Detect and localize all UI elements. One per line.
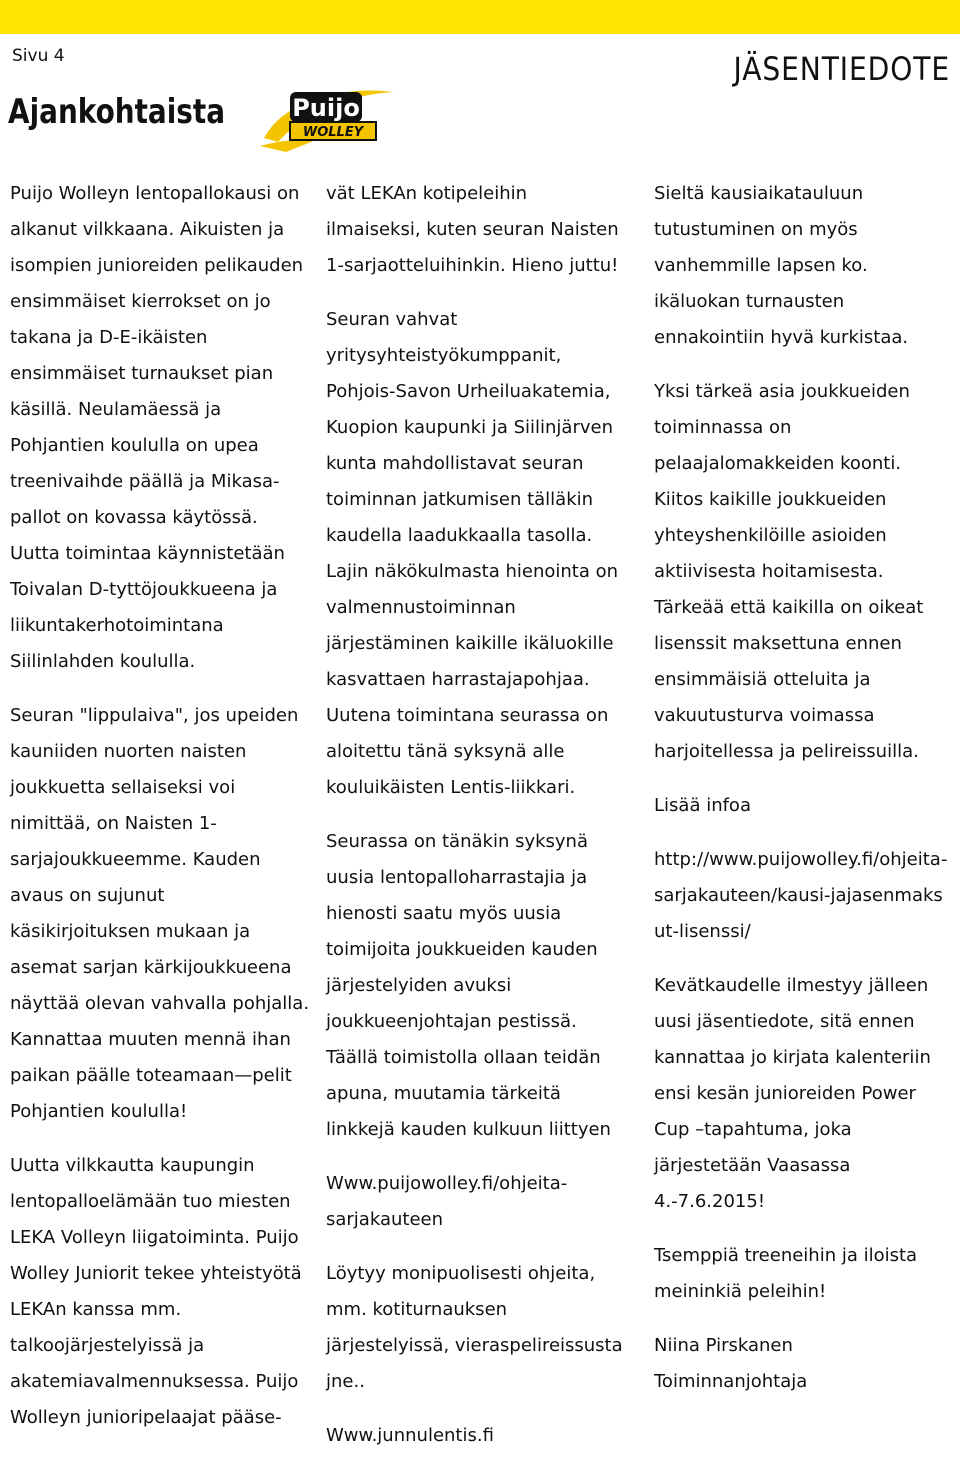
paragraph: Seuran vahvat yritysyhteistyökumppanit, Pohjois-Savon Urheiluakatemia, Kuopion kaupunki ja Siilinjärven kunta mahdollistavat seuran toiminnan jatkumisen tälläkin kaudella laadukkaalla tasolla. Lajin näkökulmasta hienointa on valmennustoiminnan järjestäminen kaikille ikäluokille kasvattaen harrastajapohjaa. Uutena toimintana seurassa on aloitettu tänä syksynä alle kouluikäisten Lentis-liikkari.: [326, 309, 618, 798]
puijo-wolley-logo: [256, 80, 396, 160]
paragraph: Sieltä kausiaikatauluun tutustuminen on myös vanhemmille lapsen ko. ikäluokan turnausten ennakointiin hyvä kurkistaa.: [654, 183, 909, 348]
paragraph: vät LEKAn kotipeleihin ilmaiseksi, kuten seuran Naisten 1-sarjaotteluihinkin. Hieno juttu!: [326, 183, 619, 276]
paragraph: Uutta vilkkautta kaupungin lentopalloelämään tuo miesten LEKA Volleyn liigatoiminta. Puijo Wolley Juniorit tekee yhteistyötä LEKAn kanssa mm. talkoojärjestelyissä ja akatemiavalmennuksessa. Puijo Wolleyn junioripelaajat pääse-: [10, 1155, 302, 1428]
page-number: Sivu 4: [12, 46, 65, 66]
newsletter-title: JÄSENTIEDOTE: [733, 50, 950, 88]
article-column-middle: [326, 176, 626, 1472]
paragraph: Löytyy monipuolisesti ohjeita, mm. kotiturnauksen järjestelyissä, vieraspelireissusta jne..: [326, 1263, 623, 1392]
paragraph: Puijo Wolleyn lentopallokausi on alkanut vilkkaana. Aikuisten ja isompien junioreiden pelikauden ensimmäiset kierrokset on jo takana ja D-E-ikäisten ensimmäiset turnaukset pian käsillä. Neulamäessä ja Pohjantien koululla on upea treenivaihde päällä ja Mikasa-pallot on kovassa käytössä. Uutta toimintaa käynnistetään Toivalan D-tyttöjoukkueena ja liikuntakerhotoimintana Siilinlahden koululla.: [10, 183, 304, 672]
section-title: Ajankohtaista: [8, 92, 226, 132]
paragraph: Yksi tärkeä asia joukkueiden toiminnassa on pelaajalomakkeiden koonti. Kiitos kaikille joukkueiden yhteyshenkilöille asioiden aktiivisesta hoitamisesta. Tärkeää että kaikilla on oikeat lisenssit maksettuna ennen ensimmäisiä otteluita ja vakuutusturva voimassa harjoitellessa ja pelireissuilla.: [654, 381, 924, 762]
paragraph: Seuran "lippulaiva", jos upeiden kauniiden nuorten naisten joukkuetta sellaiseksi voi nimittää, on Naisten 1-sarjajoukkueemme. Kauden avaus on sujunut käsikirjoituksen mukaan ja asemat sarjan kärkijoukkueena näyttää olevan vahvalla pohjalla. Kannattaa muuten mennä ihan paikan päälle toteamaan—pelit Pohjantien koululla!: [10, 705, 310, 1122]
link-kausi-ja-jasenmaksut: http://www.puijowolley.fi/ohjeita-sarjakauteen/kausi-jajasenmaksut-lisenssi/: [654, 849, 948, 942]
header-band: [0, 0, 960, 34]
link-ohjeita-sarjakauteen: Www.puijowolley.fi/ohjeita- sarjakauteen: [326, 1173, 568, 1230]
signature-title: Toiminnanjohtaja: [654, 1371, 808, 1392]
article-column-left: [10, 176, 310, 1454]
paragraph: Tsemppiä treeneihin ja iloista meininkiä peleihin!: [654, 1245, 918, 1302]
svg-text:Puijo: Puijo: [292, 94, 360, 122]
link-junnulentis: Www.junnulentis.fi: [326, 1425, 494, 1446]
paragraph: Seurassa on tänäkin syksynä uusia lentopalloharrastajia ja hienosti saatu myös uusia toimijoita joukkueiden kauden järjestelyiden avuksi joukkueenjohtajan pestissä. Täällä toimistolla ollaan teidän apuna, muutamia tärkeitä linkkejä kauden kulkuun liittyen: [326, 831, 611, 1140]
info-heading: Lisää infoa: [654, 795, 751, 816]
svg-text:WOLLEY: WOLLEY: [302, 125, 364, 140]
article-column-right: [654, 176, 950, 1400]
paragraph: Kevätkaudelle ilmestyy jälleen uusi jäsentiedote, sitä ennen kannattaa jo kirjata kalenteriin ensi kesän junioreiden Power Cup –tapahtuma, joka järjestetään Vaasassa 4.-7.6.2015!: [654, 975, 931, 1212]
signature-name: Niina Pirskanen: [654, 1335, 793, 1356]
